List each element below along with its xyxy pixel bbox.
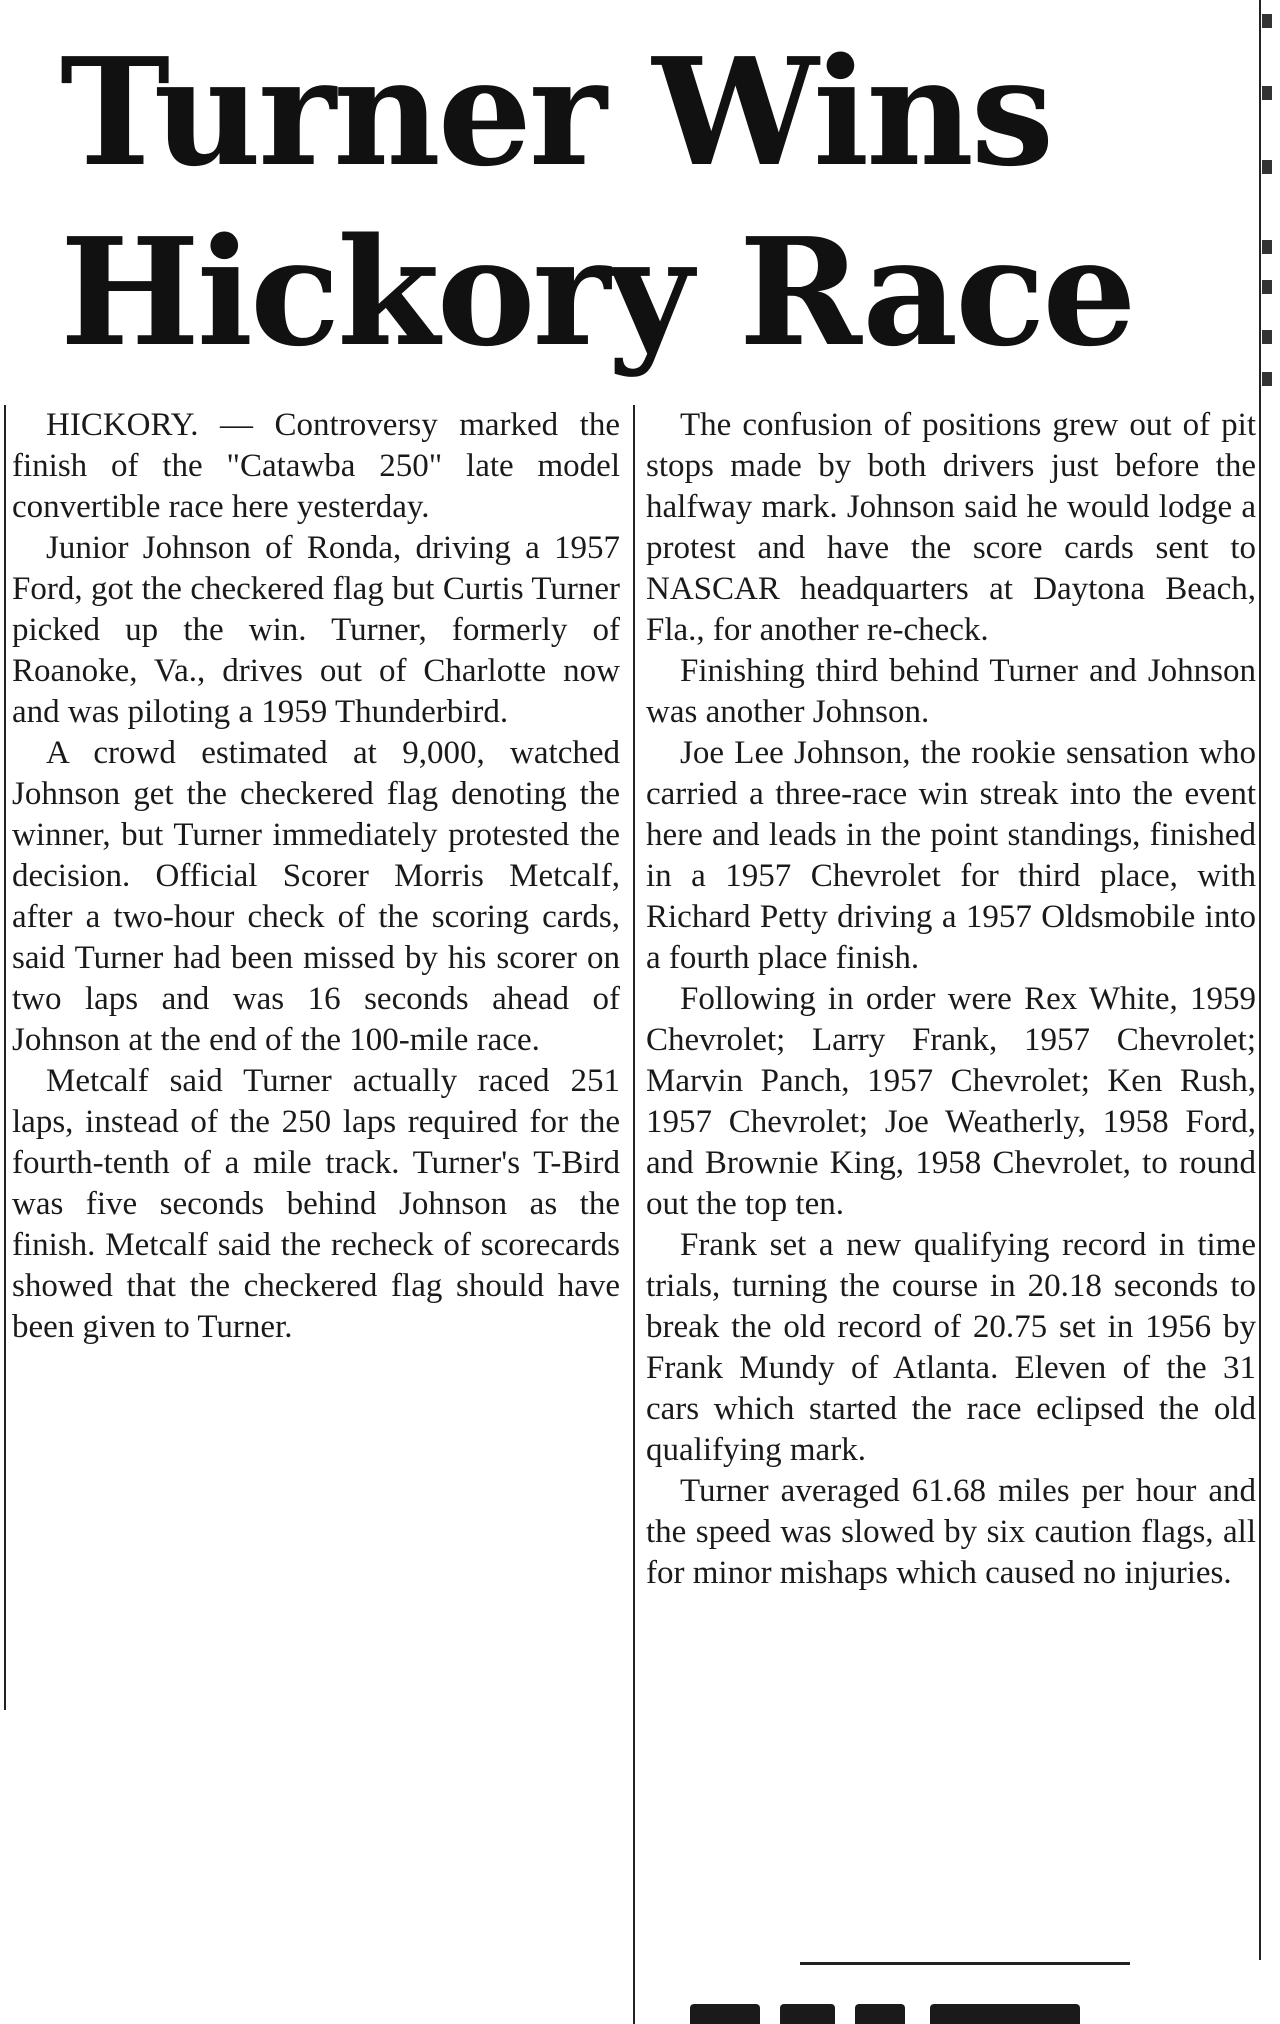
paragraph: Turner averaged 61.68 miles per hour and the speed was slowed by six caution flags, all for minor mishaps which caused no injuries. (646, 1473, 1256, 1591)
right-column-rule (1259, 0, 1261, 1960)
paragraph: Frank set a new qualifying record in time trials, turning the course in 20.18 seconds to break the old record of 20.75 set in 1956 by Frank Mundy of Atlanta. Eleven of the 31 cars which started the race eclipsed the old qualifying mark. (646, 1227, 1256, 1468)
paragraph: Metcalf said Turner actually raced 251 laps, instead of the 250 laps required for the fourth-tenth of a mile track. Turner's T-Bird was five seconds behind Johnson as the finish. Metcalf said the recheck of scorecards showed that the checkered flag should have been given to Turner. (12, 1063, 620, 1345)
center-column-rule (633, 405, 635, 2024)
left-column-rule (4, 405, 6, 1710)
paragraph: Following in order were Rex White, 1959 Chevrolet; Larry Frank, 1957 Chevrolet; Marvin Panch, 1957 Chevrolet; Ken Rush, 1957 Chevrolet; Joe Weatherly, 1958 Ford, and Brownie King, 1958 Chevrolet, to round out the top ten. (646, 981, 1256, 1222)
paragraph: Joe Lee Johnson, the rookie sensation who carried a three-race win streak into the event here and leads in the point standings, finished in a 1957 Chevrolet for third place, with Richard Petty driving a 1957 Oldsmobile into a fourth place finish. (646, 735, 1256, 976)
headline-line-2: Hickory Race (60, 205, 1134, 379)
next-headline-fragment (690, 2004, 1110, 2024)
left-column (12, 405, 620, 1348)
paragraph: Finishing third behind Turner and Johnson was another Johnson. (646, 653, 1256, 730)
paragraph: Junior Johnson of Ronda, driving a 1957 Ford, got the checkered flag but Curtis Turner picked up the win. Turner, formerly of Roanoke, Va., drives out of Charlotte now and was piloting a 1959 Thunderbird. (12, 530, 620, 730)
headline (60, 22, 1220, 382)
paragraph: HICKORY. — Controversy marked the finish of the "Catawba 250" late model convertible race here yesterday. (12, 407, 620, 525)
article-end-rule (800, 1962, 1130, 1965)
adjacent-column-fragment (1262, 0, 1280, 430)
paragraph: The confusion of positions grew out of pit stops made by both drivers just before the halfway mark. Johnson said he would lodge a protest and have the score cards sent to NASCAR headquarters at Daytona Beach, Fla., for another re-check. (646, 407, 1256, 648)
right-column (646, 405, 1256, 1594)
headline-line-1: Turner Wins (60, 25, 1052, 199)
paragraph: A crowd estimated at 9,000, watched Johnson get the checkered flag denoting the winner, but Turner immediately protested the decision. Official Scorer Morris Metcalf, after a two-hour check of the scoring cards, said Turner had been missed by his scorer on two laps and was 16 seconds ahead of Johnson at the end of the 100-mile race. (12, 735, 620, 1058)
